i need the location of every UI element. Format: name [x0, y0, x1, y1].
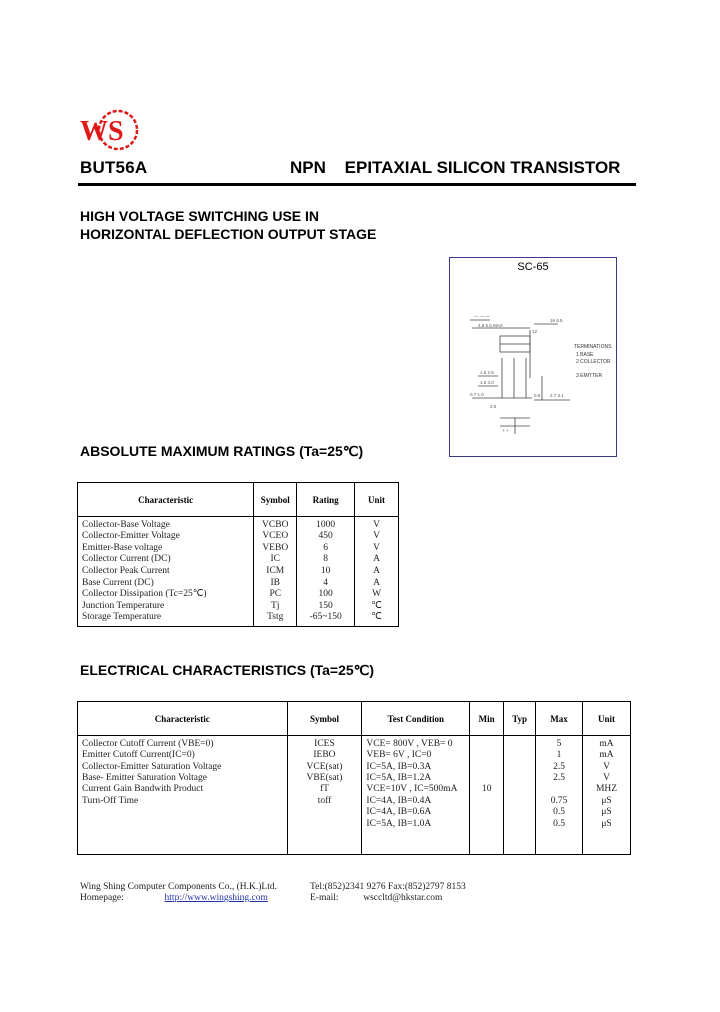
cell: Collector-Emitter Voltage — [78, 531, 254, 543]
cell: 2.5 — [536, 761, 583, 772]
electrical-heading: ELECTRICAL CHARACTERISTICS (Ta=25℃) — [80, 662, 375, 678]
cell: IC=5A, IB=1.2A — [362, 773, 470, 784]
cell — [504, 807, 536, 818]
cell: Collector-Emitter Saturation Voltage — [78, 761, 288, 772]
cell: VEBO — [254, 543, 297, 555]
svg-text:— — —: — — — — [474, 314, 491, 319]
col-header: Symbol — [287, 702, 362, 736]
title-text: EPITAXIAL SILICON TRANSISTOR — [344, 158, 621, 177]
cell: 8 — [297, 554, 355, 566]
cell: Collector Dissipation (Tc=25℃) — [78, 589, 254, 601]
cell — [287, 818, 362, 829]
electrical-table — [77, 701, 631, 855]
cell: Base- Emitter Saturation Voltage — [78, 773, 288, 784]
col-header: Max — [536, 702, 583, 736]
logo-text: WS — [80, 116, 124, 147]
svg-text:1.5 2.5: 1.5 2.5 — [480, 370, 494, 375]
cell: V — [355, 543, 399, 555]
package-outline-drawing — [450, 258, 618, 458]
cell: VCE(sat) — [287, 761, 362, 772]
col-header: Typ — [504, 702, 536, 736]
cell: fT — [287, 784, 362, 795]
cell: μS — [583, 807, 631, 818]
col-header: Rating — [297, 483, 355, 517]
cell: Storage Temperature — [78, 612, 254, 627]
terminal-2: 2 COLLECTOR — [576, 359, 611, 365]
table-row — [78, 531, 399, 543]
part-number: BUT56A — [80, 158, 148, 177]
cell — [504, 761, 536, 772]
cell: MHZ — [583, 784, 631, 795]
table-row — [78, 601, 399, 613]
cell — [504, 736, 536, 751]
cell: IC — [254, 554, 297, 566]
homepage-link[interactable]: http://www.wingshing.com — [164, 893, 268, 903]
application-text — [80, 207, 376, 243]
table-row — [78, 761, 631, 772]
cell — [78, 807, 288, 818]
cell — [287, 807, 362, 818]
cell: 450 — [297, 531, 355, 543]
table-row — [78, 750, 631, 761]
col-header: Unit — [355, 483, 399, 517]
col-header: Symbol — [254, 483, 297, 517]
cell: ℃ — [355, 601, 399, 613]
cell: 0.5 — [536, 818, 583, 829]
header-rule — [78, 183, 636, 186]
cell — [470, 773, 504, 784]
application-line-2: HORIZONTAL DEFLECTION OUTPUT STAGE — [80, 226, 377, 242]
cell: V — [355, 517, 399, 532]
cell: VCE= 800V , VEB= 0 — [362, 736, 470, 751]
cell: IC=4A, IB=0.4A — [362, 796, 470, 807]
col-header: Test Condition — [362, 702, 470, 736]
cell: Collector-Base Voltage — [78, 517, 254, 532]
cell: 100 — [297, 589, 355, 601]
cell — [470, 750, 504, 761]
cell: 1000 — [297, 517, 355, 532]
svg-text:12: 12 — [532, 329, 538, 334]
cell — [504, 750, 536, 761]
homepage-line — [80, 893, 277, 904]
cell: VCE=10V , IC=500mA — [362, 784, 470, 795]
cell: IC=5A, IB=1.0A — [362, 818, 470, 829]
cell: -65~150 — [297, 612, 355, 627]
cell: Base Current (DC) — [78, 577, 254, 589]
email-address[interactable]: wsccltd@hkstar.com — [363, 893, 443, 903]
email-line — [310, 893, 466, 904]
package-diagram — [449, 257, 617, 457]
cell: W — [355, 589, 399, 601]
svg-text:0.6: 0.6 — [534, 393, 541, 398]
cell: μS — [583, 796, 631, 807]
table-row — [78, 577, 399, 589]
cell: Emitter Cutoff Current(IC=0) — [78, 750, 288, 761]
cell: 10 — [297, 566, 355, 578]
col-header: Min — [470, 702, 504, 736]
cell — [470, 818, 504, 829]
cell: Tstg — [254, 612, 297, 627]
cell — [504, 818, 536, 829]
cell: Turn-Off Time — [78, 796, 288, 807]
table-row — [78, 589, 399, 601]
cell: mA — [583, 736, 631, 751]
cell: Collector Peak Current — [78, 566, 254, 578]
cell: IB — [254, 577, 297, 589]
cell: Tj — [254, 601, 297, 613]
terminal-3: 3 EMITTER — [576, 373, 603, 379]
absolute-max-table — [77, 482, 399, 627]
cell: V — [583, 773, 631, 784]
svg-text:4.6 5.5 MAX: 4.6 5.5 MAX — [478, 323, 503, 328]
cell: IC=4A, IB=0.6A — [362, 807, 470, 818]
cell: Junction Temperature — [78, 601, 254, 613]
email-label: E-mail: — [310, 893, 339, 903]
footer-contact — [310, 882, 466, 904]
table-row-filler — [78, 830, 631, 855]
col-header: Characteristic — [78, 702, 288, 736]
cell: V — [583, 761, 631, 772]
cell: 0.75 — [536, 796, 583, 807]
cell — [470, 807, 504, 818]
cell: toff — [287, 796, 362, 807]
ws-logo — [78, 108, 142, 154]
svg-text:2.0: 2.0 — [490, 404, 497, 409]
cell: 4 — [297, 577, 355, 589]
terminal-1: 1 BASE — [576, 352, 594, 358]
svg-text:16 6.5: 16 6.5 — [550, 318, 563, 323]
cell: VCEO — [254, 531, 297, 543]
table-row — [78, 517, 399, 532]
cell — [470, 761, 504, 772]
svg-text:2.7 3.1: 2.7 3.1 — [550, 393, 564, 398]
cell: A — [355, 577, 399, 589]
cell: ICES — [287, 736, 362, 751]
table-row — [78, 736, 631, 751]
cell — [470, 736, 504, 751]
application-line-1: HIGH VOLTAGE SWITCHING USE IN — [80, 208, 320, 224]
company-name: Wing Shing Computer Components Co., (H.K.)Ltd. — [80, 882, 277, 892]
cell: ICM — [254, 566, 297, 578]
tel-fax: Tel:(852)2341 9276 Fax:(852)2797 8153 — [310, 882, 466, 892]
cell: VEB= 6V , IC=0 — [362, 750, 470, 761]
cell: 6 — [297, 543, 355, 555]
table-row — [78, 818, 631, 829]
absolute-max-heading: ABSOLUTE MAXIMUM RATINGS (Ta=25℃) — [80, 443, 364, 459]
cell — [504, 784, 536, 795]
cell: 1 — [536, 750, 583, 761]
table-row — [78, 554, 399, 566]
cell: VBE(sat) — [287, 773, 362, 784]
cell: IEBO — [287, 750, 362, 761]
table-row — [78, 784, 631, 795]
cell: IC=5A, IB=0.3A — [362, 761, 470, 772]
cell: 5 — [536, 736, 583, 751]
cell: mA — [583, 750, 631, 761]
cell — [78, 818, 288, 829]
table-row — [78, 773, 631, 784]
table-header-row — [78, 483, 399, 517]
cell: Collector Current (DC) — [78, 554, 254, 566]
footer-company — [80, 882, 277, 904]
cell: 2.5 — [536, 773, 583, 784]
svg-text:0.7 1.0: 0.7 1.0 — [470, 392, 484, 397]
package-name: SC-65 — [517, 261, 549, 273]
table-row — [78, 612, 399, 627]
homepage-label: Homepage: — [80, 893, 124, 903]
cell — [504, 773, 536, 784]
cell: Collector Cutoff Current (VBE=0) — [78, 736, 288, 751]
transistor-type: NPN — [290, 158, 326, 177]
table-header-row — [78, 702, 631, 736]
cell: 0.5 — [536, 807, 583, 818]
cell: ℃ — [355, 612, 399, 627]
table-row — [78, 807, 631, 818]
cell: 150 — [297, 601, 355, 613]
cell: 10 — [470, 784, 504, 795]
cell: PC — [254, 589, 297, 601]
svg-text:+ +: + + — [502, 428, 509, 433]
cell: Emitter-Base voltage — [78, 543, 254, 555]
table-row — [78, 796, 631, 807]
cell: V — [355, 531, 399, 543]
cell: VCBO — [254, 517, 297, 532]
col-header: Unit — [583, 702, 631, 736]
cell — [536, 784, 583, 795]
svg-text:1.5 3.0: 1.5 3.0 — [480, 380, 494, 385]
col-header: Characteristic — [78, 483, 254, 517]
cell: A — [355, 566, 399, 578]
page-title — [290, 158, 620, 178]
cell: A — [355, 554, 399, 566]
cell: Current Gain Bandwith Product — [78, 784, 288, 795]
cell — [470, 796, 504, 807]
table-row — [78, 566, 399, 578]
table-row — [78, 543, 399, 555]
cell — [504, 796, 536, 807]
cell: μS — [583, 818, 631, 829]
terminations-title: TERMINATIONS — [574, 344, 612, 350]
